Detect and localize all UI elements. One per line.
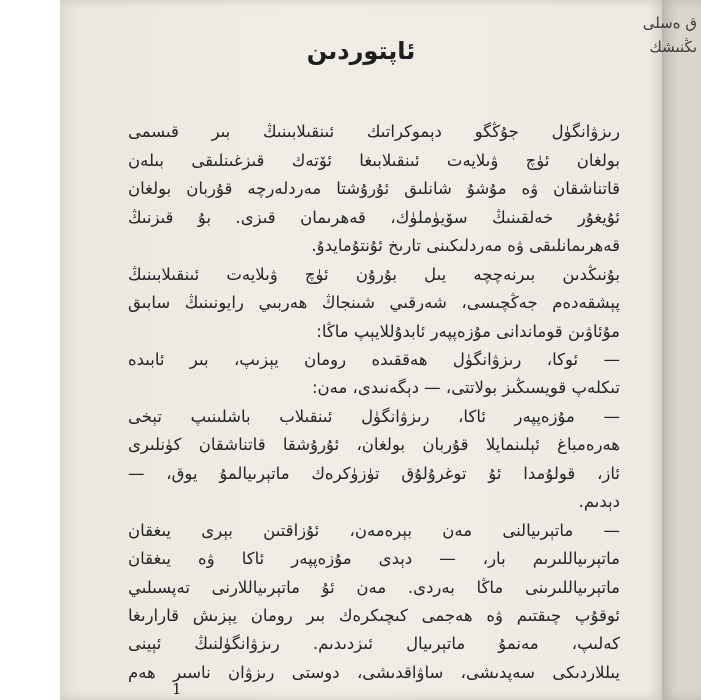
text-line-6: بۇنىڭدىن بىرنەچچە يىل بۇرۇن ئۈچ ۋىلايەت ئىنقىلابىنىڭ: [128, 265, 620, 284]
text-line-18: ئوقۇپ چىقتىم ۋە ھەجمى كىچىكرەك بىر رومان يېزىش قارارىغا: [128, 606, 620, 625]
page-number: 1: [172, 680, 182, 698]
adjacent-page-text-2: ىڭنىشك: [649, 38, 697, 56]
text-line-3: قاتناشقان ۋە مۇشۇ شانلىق ئۇرۇشتا مەردلەرچە قۇربان بولغان: [128, 179, 620, 198]
text-line-19: كەلىپ، مەنمۇ ماتېرىيال ئىزدىدىم. رىزۋانگۈلنىڭ ئېينى: [128, 634, 620, 653]
chapter-title: ئاپتوردىن: [306, 37, 416, 65]
text-line-9: — ئوكا، رىزۋانگۈل ھەققىدە رومان يېزىپ، بىر ئابىدە: [128, 350, 620, 369]
text-line-1: رىزۋانگۈل جۇڭگو دېموكراتىك ئىنقىلابىنىڭ بىر قىسمى: [128, 122, 620, 141]
text-line-4: ئۇيغۇر خەلقىنىڭ سۆيۈملۈك، قەھرىمان قىزى. بۇ قىزنىڭ: [128, 208, 620, 227]
text-line-14: دېدىم.: [578, 492, 620, 511]
text-line-12: ھەرەمباغ ئېلىنمايلا قۇربان بولغان، ئۇرۇشقا قاتناشقان كۈنلىرى: [128, 435, 620, 454]
text-line-20: يىللاردىكى سەپدىشى، ساۋاقدىشى، دوستى رىزۋان ناسىر ھەم: [128, 663, 620, 682]
text-line-17: ماتېرىياللىرىنى ماڭا بەردى. مەن ئۇ ماتېرىياللارنى تەپسىلىي: [128, 578, 620, 597]
text-line-7: پېشقەدەم جەڭچىسى، شەرقىي شىنجاڭ ھەربىي رايونىنىڭ سابىق: [128, 293, 620, 312]
text-line-16: ماتېرىياللىرىم بار، — دېدى مۇزەپپەر ئاكا ۋە يىغقان: [128, 549, 620, 568]
text-line-13: ئاز، قولۇمدا ئۇ توغرۇلۇق تۈزۈكرەك ماتېرىيالمۇ يوق، —: [128, 464, 620, 483]
text-line-5: قەھرىمانلىقى ۋە مەردلىكىنى تارىخ ئۇنتۇمايدۇ.: [311, 236, 620, 255]
text-line-15: — ماتېرىيالنى مەن بېرەمەن، ئۇزاقتىن بېرى يىغقان: [128, 521, 620, 540]
text-line-8: مۇئاۋىن قوماندانى مۇزەپپەر ئابدۇللايېپ ماڭا:: [316, 322, 620, 341]
adjacent-page-edge: [642, 0, 701, 700]
text-line-2: بولغان ئۈچ ۋىلايەت ئىنقىلابىغا ئۆتەك قىزغىنلىقى بىلەن: [128, 151, 620, 170]
text-line-11: — مۇزەپپەر ئاكا، رىزۋانگۈل ئىنقىلاب باشلىنىپ تېخى: [128, 407, 620, 426]
adjacent-page-text-1: ق ەسلى: [642, 14, 697, 32]
text-line-10: تىكلەپ قويسىڭىز بولاتتى، — دېگەنىدى، مەن:: [311, 378, 620, 397]
